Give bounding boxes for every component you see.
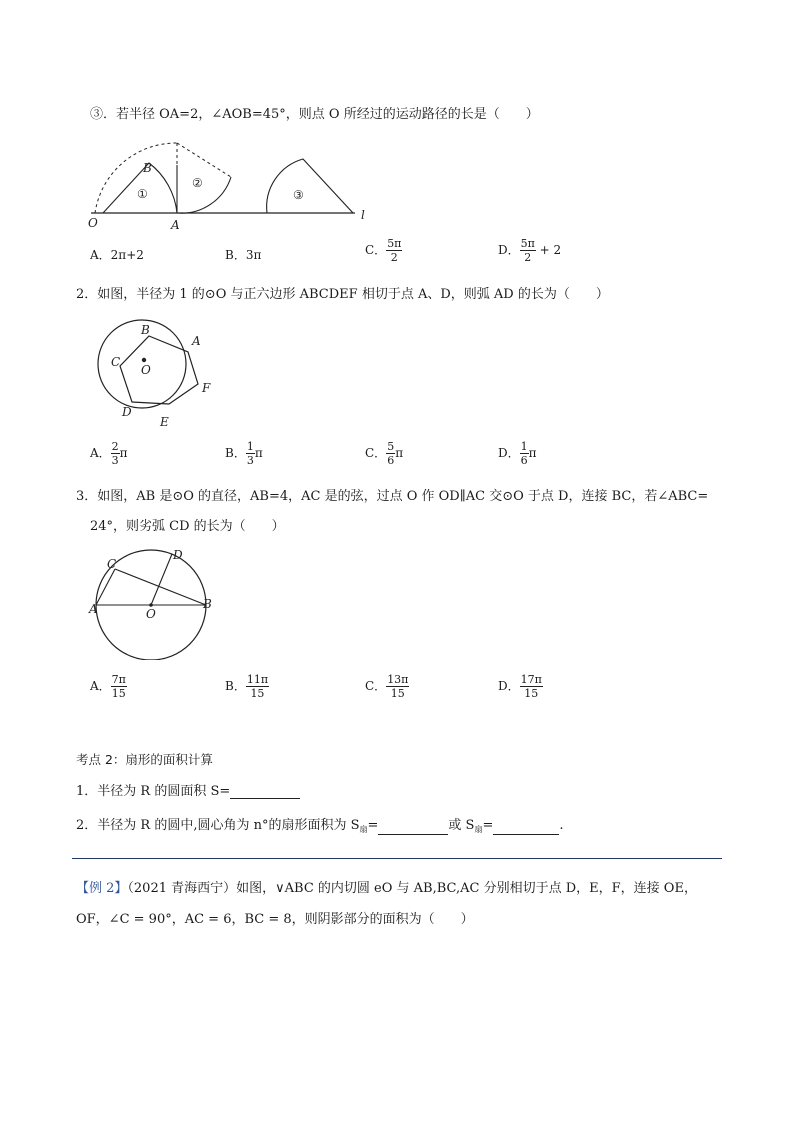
answer-blank[interactable] bbox=[230, 786, 300, 799]
label-B: B bbox=[203, 597, 212, 611]
q3-option-a[interactable]: A．2π+2 bbox=[90, 248, 144, 262]
q3-option-b[interactable]: B．3π bbox=[225, 248, 262, 262]
question-3-text: ③．若半径 OA=2，∠AOB=45°，则点 O 所经过的运动路径的长是（ ） bbox=[90, 107, 539, 122]
p3-option-a[interactable]: A． $\frac{7\pi}{15}$ bbox=[90, 673, 126, 700]
hexagon-circle-figure bbox=[90, 312, 220, 432]
label-A: A bbox=[89, 602, 98, 616]
key-point-2-line-2: 2．半径为 R 的圆中,圆心角为 n°的扇形面积为 $S_扇=$ 或 $S_扇=$ . bbox=[76, 818, 564, 834]
problem-3-text-1: 3．如图，AB 是⊙O 的直径，AB=4，AC 是的弦，过点 O 作 OD∥AC 交⊙O 于点 D，连接 BC，若∠ABC= bbox=[76, 489, 709, 504]
example-label: 【例 2】 bbox=[76, 881, 128, 896]
label-D: D bbox=[173, 548, 183, 562]
section-divider bbox=[72, 858, 722, 859]
label-O: O bbox=[88, 216, 98, 230]
label-B: B bbox=[143, 161, 152, 175]
problem-2-text: 2．如图，半径为 1 的⊙O 与正六边形 ABCDEF 相切于点 A、D，则弧 AD 的长为（ ） bbox=[76, 287, 609, 302]
label-circle-2: ② bbox=[192, 176, 203, 190]
label-A: A bbox=[171, 218, 180, 230]
label-D: D bbox=[122, 405, 132, 419]
p2-option-c[interactable]: C． $\frac{5}{6}$ π bbox=[365, 440, 404, 467]
q3-option-d[interactable]: D． $\frac{5\pi}{2}$ + 2 bbox=[498, 237, 562, 264]
p3-option-c[interactable]: C． $\frac{13\pi}{15}$ bbox=[365, 673, 409, 700]
answer-blank[interactable] bbox=[378, 822, 448, 835]
rolling-sector-figure bbox=[85, 135, 385, 230]
key-point-2-title: 考点 2：扇形的面积计算 bbox=[76, 752, 213, 767]
label-O: O bbox=[146, 607, 156, 621]
answer-blank[interactable] bbox=[493, 822, 559, 835]
label-C: C bbox=[111, 355, 121, 369]
label-circle-1: ① bbox=[137, 187, 148, 201]
label-F: F bbox=[202, 381, 211, 395]
problem-3-text-2: 24°，则劣弧 CD 的长为（ ） bbox=[90, 519, 285, 534]
label-A: A bbox=[192, 334, 201, 348]
q3-option-c[interactable]: C． $\frac{5\pi}{2}$ bbox=[365, 237, 402, 264]
label-l: l bbox=[361, 208, 365, 222]
p3-option-b[interactable]: B． $\frac{11\pi}{15}$ bbox=[225, 673, 269, 700]
p2-option-d[interactable]: D． $\frac{1}{6}$ π bbox=[498, 440, 537, 467]
p2-option-b[interactable]: B． $\frac{1}{3}$ π bbox=[225, 440, 263, 467]
key-point-2-line-1: 1．半径为 R 的圆面积 S= bbox=[76, 780, 300, 799]
example-2-line-1: 【例 2】（2021 青海西宁）如图，∨ABC 的内切圆 eO 与 AB,BC,AC 分别相切于点 D，E，F，连接 OE， bbox=[76, 881, 697, 896]
example-2-line-2: OF，∠C = 90°，AC = 6，BC = 8，则阴影部分的面积为（ ） bbox=[76, 912, 474, 927]
p2-option-a[interactable]: A． $\frac{2}{3}$ π bbox=[90, 440, 128, 467]
label-B: B bbox=[141, 323, 150, 337]
label-E: E bbox=[160, 415, 169, 429]
label-O: O bbox=[141, 363, 151, 377]
label-C: C bbox=[107, 557, 117, 571]
label-circle-3: ③ bbox=[293, 188, 304, 202]
p3-option-d[interactable]: D． $\frac{17\pi}{15}$ bbox=[498, 673, 542, 700]
circle-diameter-figure bbox=[85, 545, 220, 660]
